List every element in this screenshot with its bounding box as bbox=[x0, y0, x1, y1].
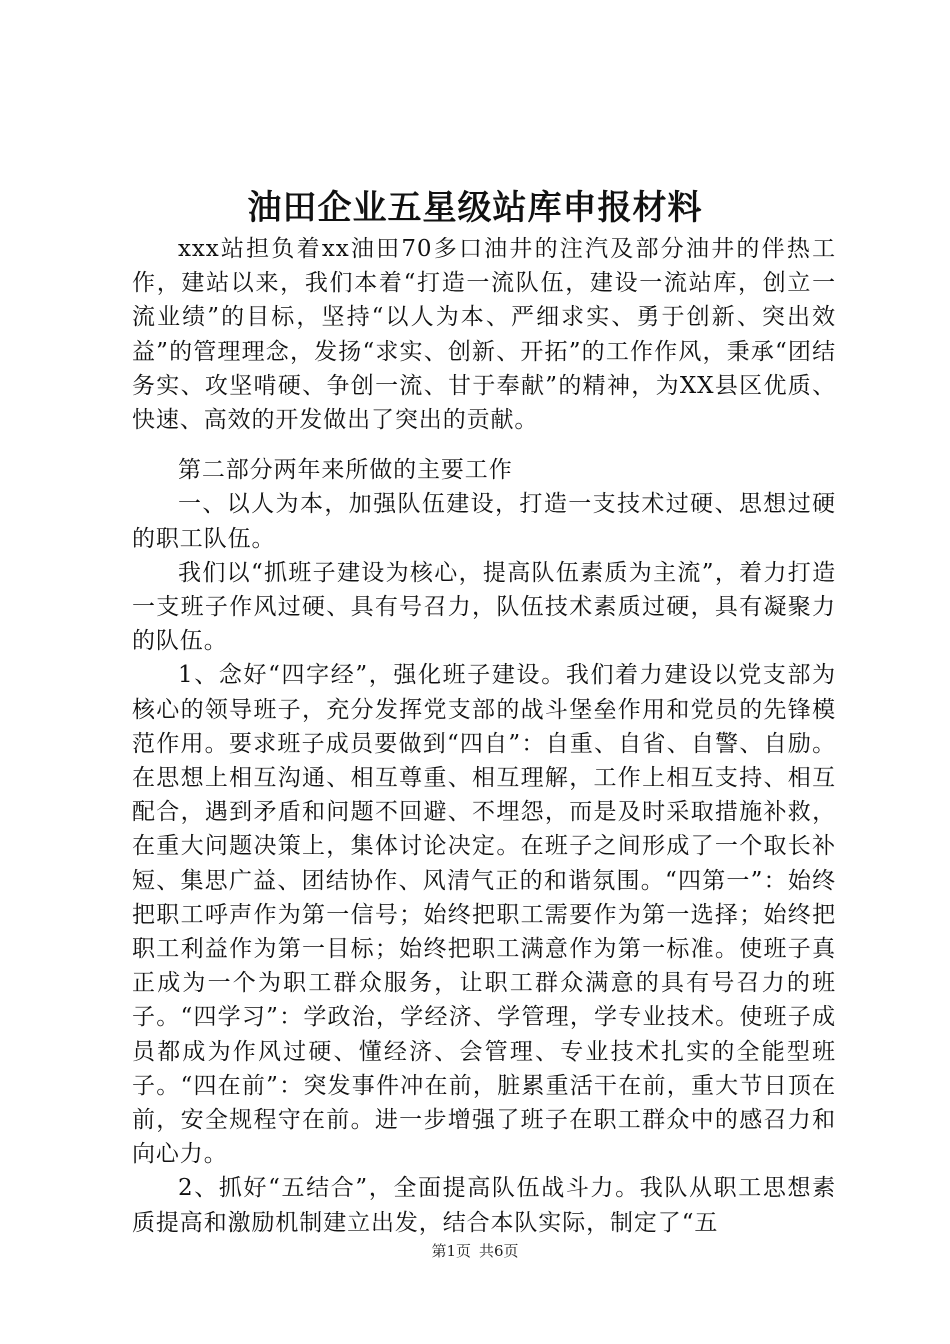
document-title: 油田企业五星级站库申报材料 bbox=[247, 188, 703, 228]
body-paragraph: 我们以“抓班子建设为核心，提高队伍素质为主流”，着力打造一支班子作风过硬、具有号召力，队伍技术素质过硬，具有凝聚力的队伍。 bbox=[132, 559, 836, 655]
page-total: 共6页 bbox=[479, 1242, 519, 1260]
body-paragraph: 2、抓好“五结合”，全面提高队伍战斗力。我队从职工思想素质提高和激励机制建立出发，结合本队实际，制定了“五 bbox=[132, 1175, 836, 1236]
intro-paragraph: xxx站担负着xx油田70多口油井的注汽及部分油井的伴热工作，建站以来，我们本着“打造一流队伍，建设一流站库，创立一流业绩”的目标，坚持“以人为本、严细求实、勇于创新、突出效益”的管理理念，发扬“求实、创新、开拓”的工作作风，秉承“团结务实、攻坚啃硬、争创一流、甘于奉献”的精神，为XX县区优质、快速、高效的开发做出了突出的贡献。 bbox=[132, 236, 836, 434]
document-body bbox=[132, 232, 836, 1240]
page-footer bbox=[0, 1241, 950, 1261]
body-paragraph: 1、念好“四字经”，强化班子建设。我们着力建设以党支部为核心的领导班子，充分发挥党支部的战斗堡垒作用和党员的先锋模范作用。要求班子成员要做到“四自”：自重、自省、自警、自励。在思想上相互沟通、相互尊重、相互理解，工作上相互支持、相互配合，遇到矛盾和问题不回避、不埋怨，而是及时采取措施补救，在重大问题决策上，集体讨论决定。在班子之间形成了一个取长补短、集思广益、团结协作、风清气正的和谐氛围。“四第一”：始终把职工呼声作为第一信号；始终把职工需要作为第一选择；始终把职工利益作为第一目标；始终把职工满意作为第一标准。使班子真正成为一个为职工群众服务，让职工群众满意的具有号召力的班子。“四学习”：学政治，学经济、学管理，学专业技术。使班子成员都成为作风过硬、懂经济、会管理、专业技术扎实的全能型班子。“四在前”：突发事件冲在前，脏累重活干在前，重大节日顶在前，安全规程守在前。进一步增强了班子在职工群众中的感召力和向心力。 bbox=[132, 662, 836, 1168]
page-number: 第1页 bbox=[431, 1242, 471, 1260]
section-heading: 第二部分两年来所做的主要工作 bbox=[178, 457, 513, 484]
subsection-heading: 一、以人为本，加强队伍建设，打造一支技术过硬、思想过硬的职工队伍。 bbox=[132, 491, 836, 552]
